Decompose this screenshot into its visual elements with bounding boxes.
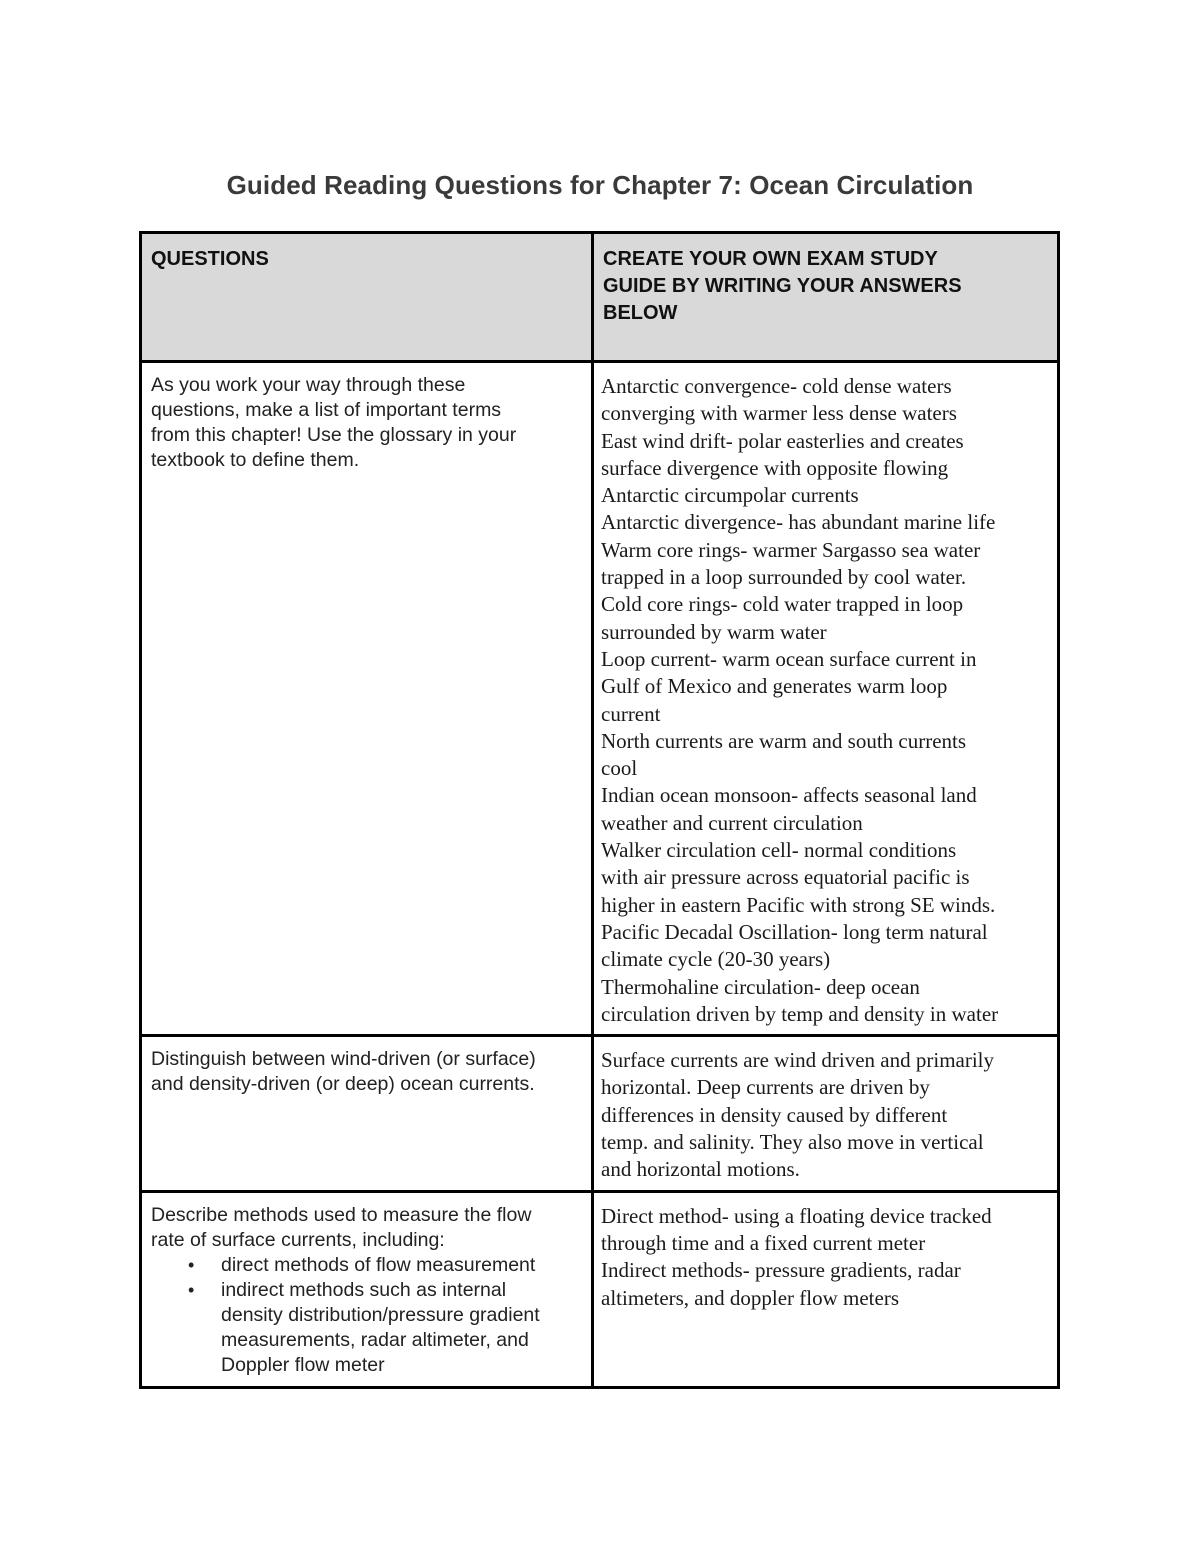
answer-line: North currents are warm and south currents: [601, 728, 967, 753]
questions-header: QUESTIONS: [151, 248, 269, 270]
answer-line: East wind drift- polar easterlies and creates: [601, 428, 964, 453]
answers-header-line: GUIDE BY WRITING YOUR ANSWERS: [603, 275, 962, 297]
answer-cell[interactable]: [593, 1036, 1059, 1191]
question-cell: [141, 1036, 593, 1191]
bullet-line: indirect methods such as internal: [221, 1278, 507, 1301]
answer-line: Antarctic divergence- has abundant marine life: [601, 510, 996, 535]
answers-header-line: BELOW: [603, 302, 678, 324]
question-line: from this chapter! Use the glossary in your: [151, 424, 517, 446]
answer-line: current: [601, 701, 661, 726]
answer-line: differences in density caused by different: [601, 1102, 948, 1127]
answer-line: through time and a fixed current meter: [601, 1230, 926, 1255]
answers-header-line: CREATE YOUR OWN EXAM STUDY: [603, 248, 938, 270]
answer-line: Thermohaline circulation- deep ocean: [601, 974, 920, 999]
answer-line: cool: [601, 756, 638, 781]
answer-line: Antarctic circumpolar currents: [601, 483, 859, 508]
bullet-icon: •: [188, 1254, 195, 1275]
question-line: textbook to define them.: [151, 449, 360, 471]
page-title: Guided Reading Questions for Chapter 7: Ocean Circulation: [226, 170, 974, 200]
answer-line: higher in eastern Pacific with strong SE winds.: [601, 892, 996, 917]
question-line: and density-driven (or deep) ocean currents.: [151, 1073, 535, 1096]
answer-line: converging with warmer less dense waters: [601, 401, 957, 426]
question-line: rate of surface currents, including:: [151, 1228, 445, 1251]
answer-line: Warm core rings- warmer Sargasso sea water: [601, 537, 981, 562]
table-row: [141, 1036, 1059, 1191]
bullet-line: Doppler flow meter: [221, 1353, 385, 1376]
answer-cell[interactable]: [593, 362, 1059, 1036]
answer-cell[interactable]: [593, 1191, 1059, 1387]
answer-line: and horizontal motions.: [601, 1157, 800, 1182]
answer-line: surface divergence with opposite flowing: [601, 455, 949, 480]
answer-line: Loop current- warm ocean surface current in: [601, 646, 977, 671]
question-line: questions, make a list of important terms: [151, 399, 502, 421]
table-header-row: [141, 233, 1059, 362]
answer-line: Gulf of Mexico and generates warm loop: [601, 674, 948, 699]
answer-line: trapped in a loop surrounded by cool water.: [601, 565, 967, 590]
answer-line: Surface currents are wind driven and primarily: [601, 1048, 995, 1073]
study-guide-table: [139, 231, 1060, 1389]
question-line: Distinguish between wind-driven (or surface): [151, 1048, 536, 1071]
question-cell: [141, 362, 593, 1036]
answer-line: Cold core rings- cold water trapped in loop: [601, 592, 964, 617]
question-cell: [141, 1191, 593, 1387]
answer-line: Antarctic convergence- cold dense waters: [601, 374, 952, 398]
answer-line: temp. and salinity. They also move in vertical: [601, 1130, 984, 1155]
list-item: [188, 1253, 583, 1278]
answer-line: climate cycle (20-30 years): [601, 947, 831, 972]
answer-line: Pacific Decadal Oscillation- long term natural: [601, 919, 988, 944]
list-item: [188, 1278, 583, 1378]
bullet-line: direct methods of flow measurement: [221, 1253, 536, 1276]
answer-line: horizontal. Deep currents are driven by: [601, 1075, 930, 1100]
answer-line: Indian ocean monsoon- affects seasonal land: [601, 783, 977, 808]
bullet-icon: •: [188, 1279, 195, 1300]
question-line: As you work your way through these: [151, 374, 466, 396]
answer-line: weather and current circulation: [601, 810, 863, 835]
answer-line: Direct method- using a floating device tracked: [601, 1203, 992, 1228]
bullet-line: measurements, radar altimeter, and: [221, 1328, 529, 1351]
answer-line: Indirect methods- pressure gradients, radar: [601, 1258, 961, 1283]
answers-header-cell: [593, 233, 1059, 362]
questions-header-cell: [141, 233, 593, 362]
answer-line: with air pressure across equatorial pacific is: [601, 865, 970, 890]
question-line: Describe methods used to measure the flow: [151, 1203, 532, 1226]
table-row: [141, 362, 1059, 1036]
answer-line: altimeters, and doppler flow meters: [601, 1285, 899, 1310]
answer-line: surrounded by warm water: [601, 619, 827, 644]
answer-line: circulation driven by temp and density in water: [601, 1001, 999, 1026]
question-bullet-list: [151, 1253, 583, 1378]
table-row: [141, 1191, 1059, 1387]
answer-line: Walker circulation cell- normal conditions: [601, 838, 957, 863]
bullet-line: density distribution/pressure gradient: [221, 1303, 540, 1326]
